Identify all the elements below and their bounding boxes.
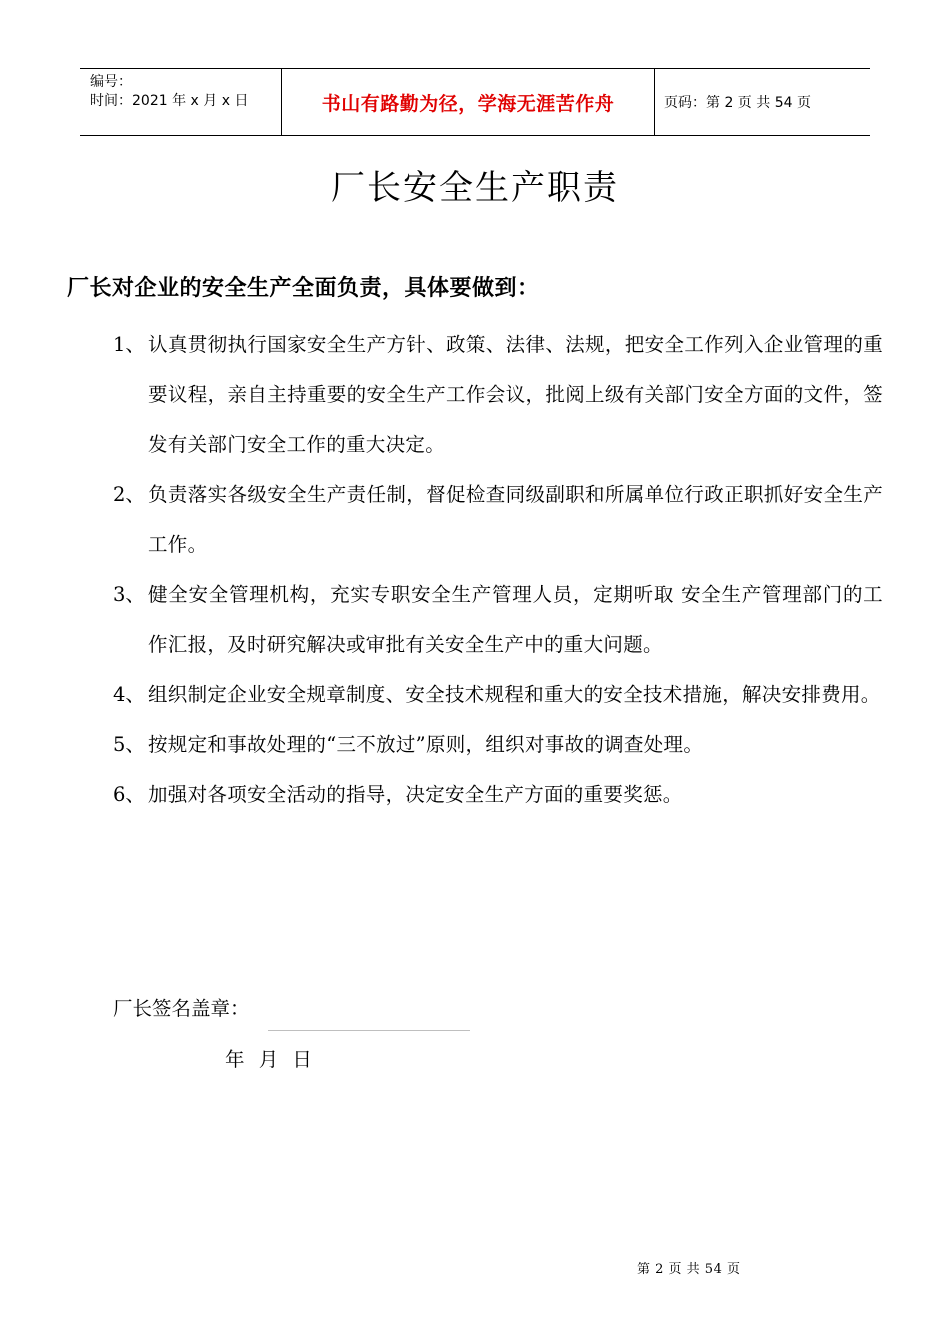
header-motto: 书山有路勤为径，学海无涯苦作舟 (321, 92, 615, 115)
header-motto-cell (282, 69, 655, 135)
item-number: 3、 (113, 583, 145, 606)
item-text: 负责落实各级安全生产责任制，督促检查同级副职和所属单位行政正职抓好安全生产工作。 (148, 483, 883, 556)
list-item (113, 720, 883, 770)
document-subtitle: 厂长对企业的安全生产全面负责，具体要做到： (67, 276, 540, 301)
item-text: 加强对各项安全活动的指导，决定安全生产方面的重要奖惩。 (148, 783, 683, 806)
item-number: 6、 (113, 783, 145, 806)
header-meta (80, 69, 282, 135)
header-page-label: 页码：第 2 页 共 54 页 (664, 95, 811, 111)
item-text: 健全安全管理机构，充实专职安全生产管理人员，定期听取 安全生产管理部门的工作汇报，及时研究解决或审批有关安全生产中的重大问题。 (148, 583, 883, 656)
list-item (113, 470, 883, 570)
list-item (113, 770, 883, 820)
signature-label: 厂长签名盖章： (113, 997, 250, 1020)
list-item (113, 570, 883, 670)
item-number: 4、 (113, 683, 145, 706)
item-text: 组织制定企业安全规章制度、安全技术规程和重大的安全技术措施，解决安排费用。 (148, 683, 881, 706)
document-time-label: 时间：2021 年 x 月 x 日 (90, 93, 249, 109)
signature-line (268, 1030, 470, 1031)
list-item (113, 670, 883, 720)
date-label: 年 月 日 (225, 1048, 313, 1071)
list-item (113, 320, 883, 470)
item-text: 认真贯彻执行国家安全生产方针、政策、法律、法规，把安全工作列入企业管理的重要议程，亲自主持重要的安全生产工作会议，批阅上级有关部门安全方面的文件，签发有关部门安全工作的重大决定。 (148, 333, 883, 456)
item-number: 5、 (113, 733, 145, 756)
document-title: 厂长安全生产职责 (331, 168, 619, 208)
page-footer: 第 2 页 共 54 页 (637, 1262, 741, 1277)
item-text: 按规定和事故处理的“三不放过”原则，组织对事故的调查处理。 (148, 733, 704, 756)
item-number: 2、 (113, 483, 145, 506)
duty-list (113, 320, 883, 820)
document-header (80, 68, 870, 136)
header-page-cell (655, 69, 870, 135)
item-number: 1、 (113, 333, 145, 356)
document-number-label: 编号： (90, 74, 132, 90)
